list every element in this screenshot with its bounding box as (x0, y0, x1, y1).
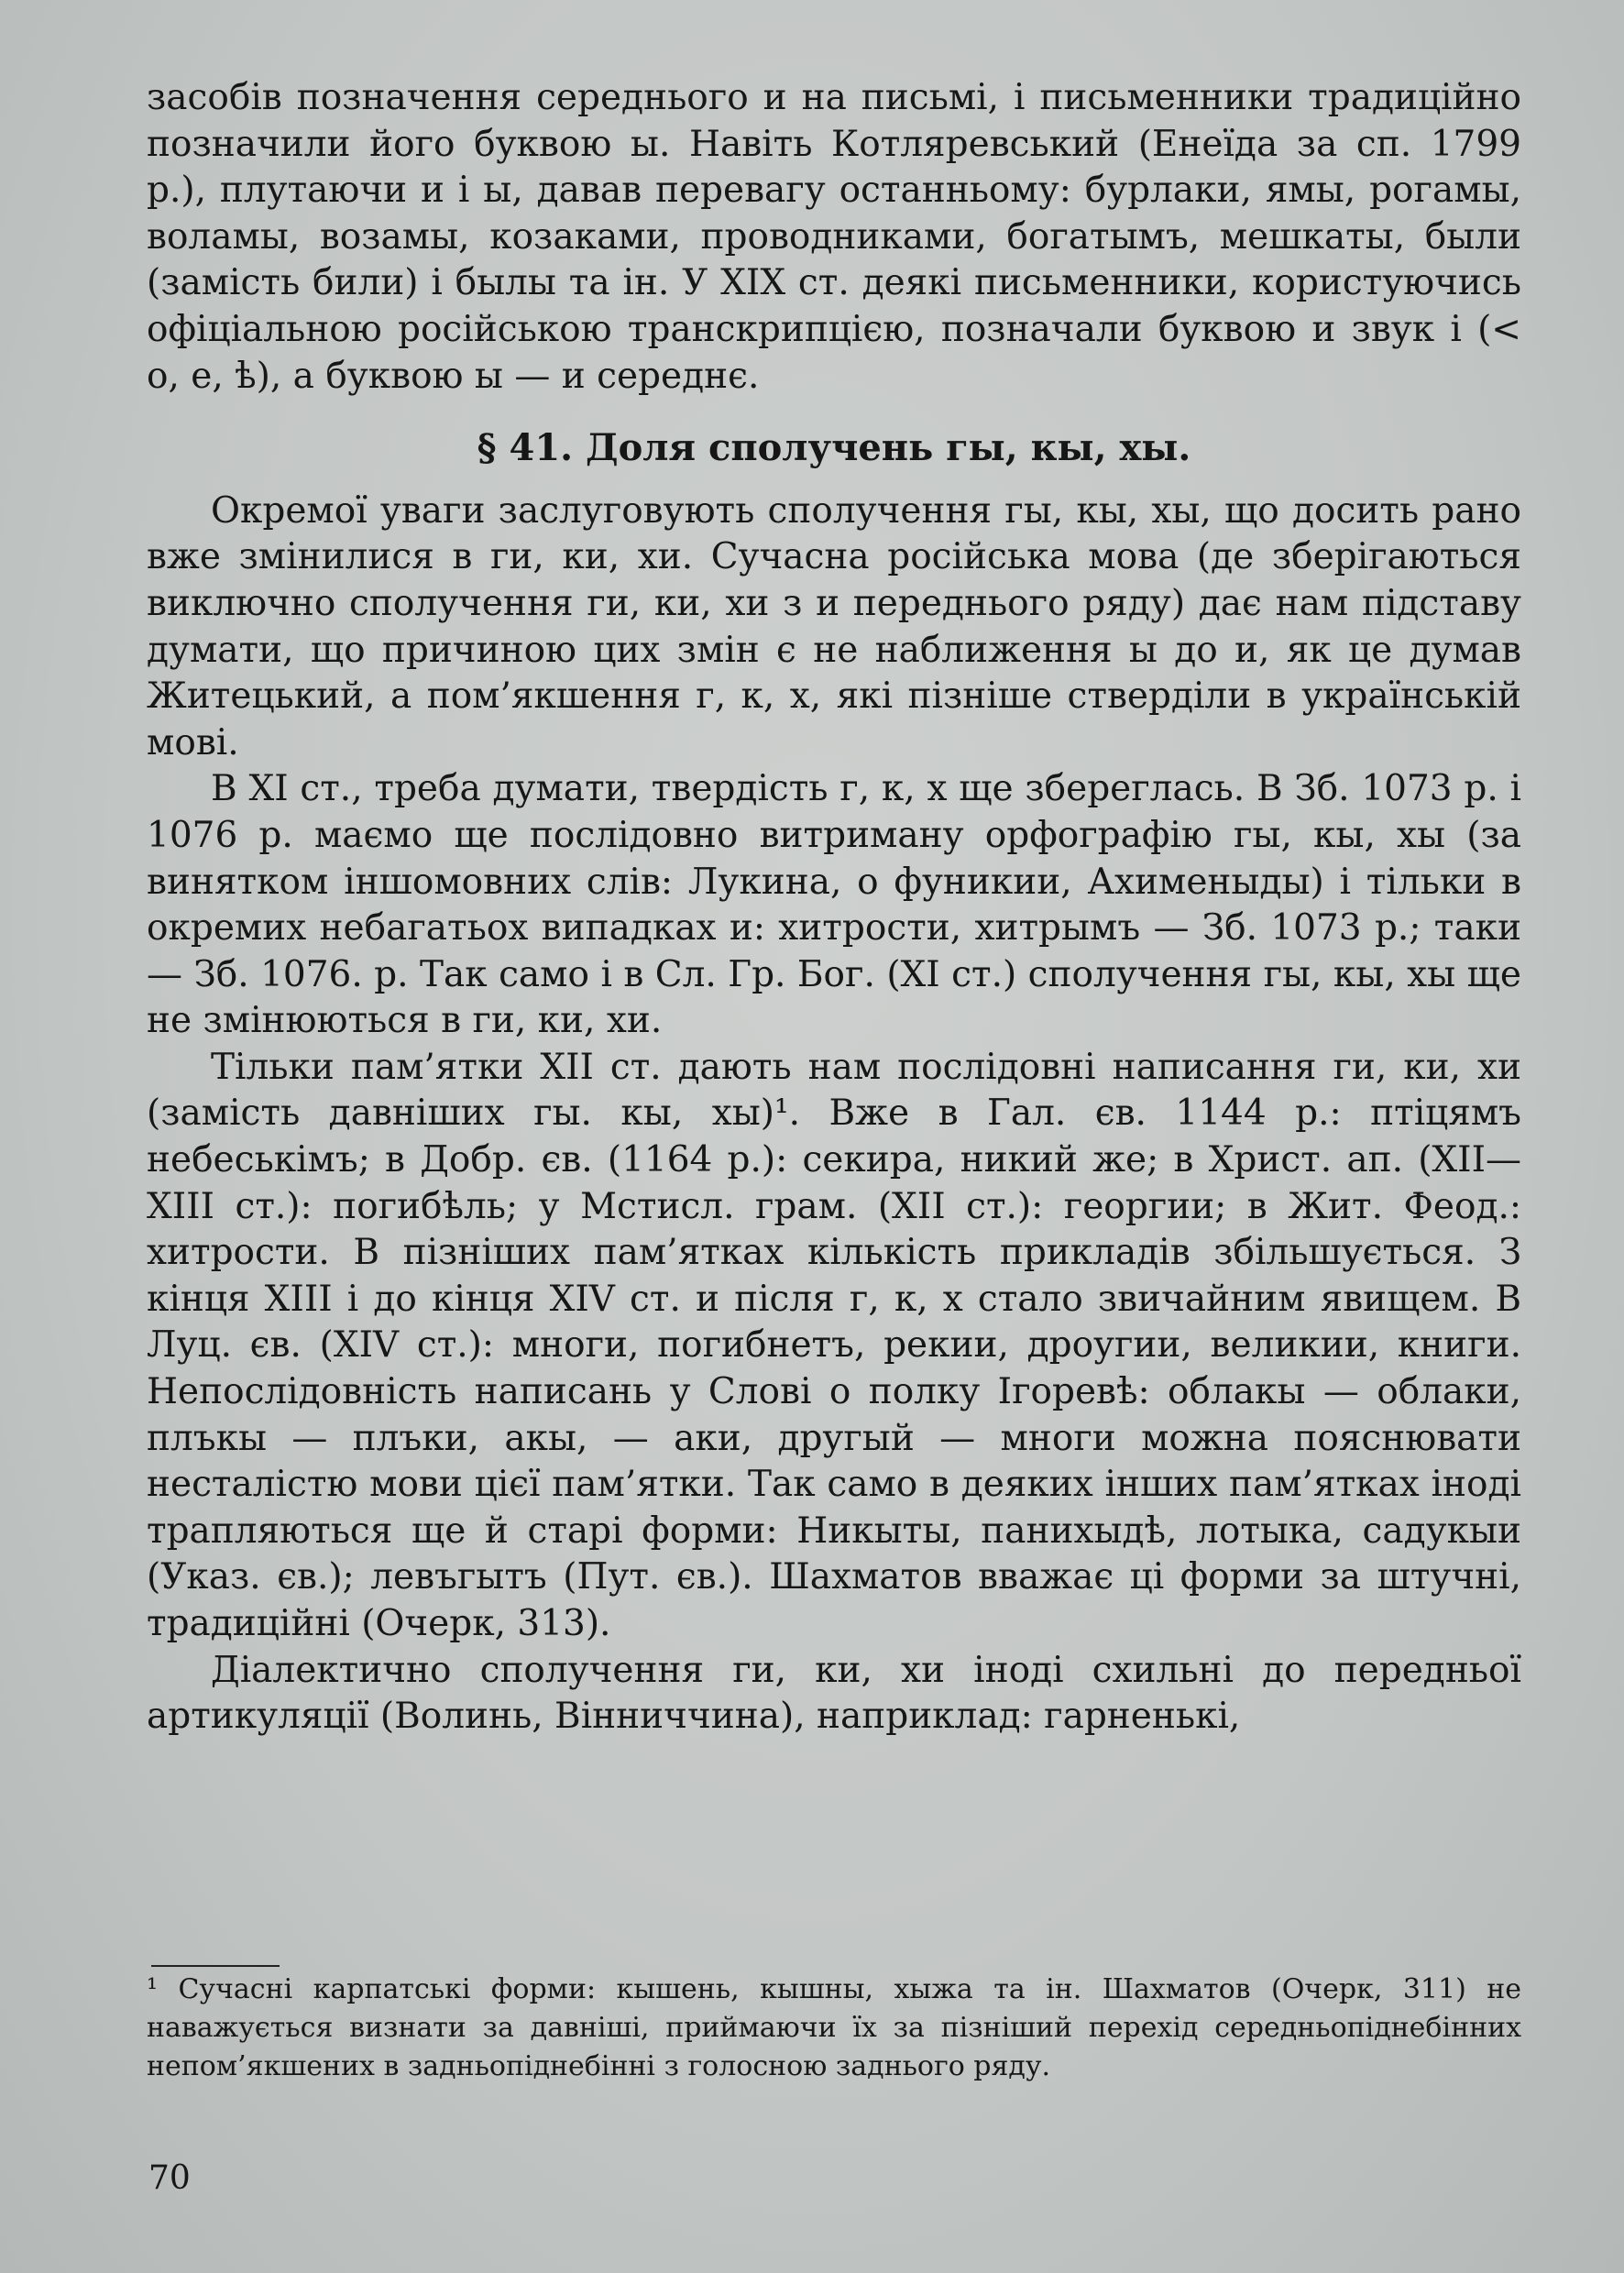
section-heading: § 41. Доля сполучень гы, кы, хы. (477, 426, 1191, 470)
footnote-text: ¹ Сучасні карпатські форми: кышень, кышны, хыжа та ін. Шахматов (Очерк, 311) не наважується визнати за давніші, приймаючи їх за пізніший перехід середньопіднебінних непом’якшених в задньопіднебінні з голосною заднього ряду. (147, 1973, 1521, 2082)
paragraph-4: Тільки пам’ятки XII ст. дають нам послідовні написання ги, ки, хи (замість давніших гы. кы, хы)¹. Вже в Гал. єв. 1144 р.: птіцямъ небеськімъ; в Добр. єв. (1164 р.): секира, никий же; в Христ. ап. (XII—XIII ст.): погибѣль; у Мстисл. грам. (XII ст.): георгии; в Жит. Феод.: хитрости. В пізніших пам’ятках кількість прикладів збільшується. З кінця XIII і до кінця XIV ст. и після г, к, х стало звичайним явищем. В Луц. єв. (XIV ст.): многи, погибнетъ, рекии, дроугии, великии, книги. Непослідовність написань у Слові о полку Ігоревѣ: облакы — облаки, плъкы — плъки, акы, — аки, другый — многи можна пояснювати несталістю мови цієї пам’ятки. Так само в деяких інших пам’ятках іноді трапляються ще й старі форми: Никыты, панихыдѣ, лотыка, садукыи (Указ. єв.); левъгытъ (Пут. єв.). Шахматов вважає ці форми за штучні, традиційні (Очерк, 313). (147, 1046, 1521, 1644)
paragraph-3: В XI ст., треба думати, твердість г, к, х ще збереглась. В Зб. 1073 р. і 1076 р. маємо ще послідовно витриману орфографію гы, кы, хы (за винятком іншомовних слів: Лукина, о фуникии, Ахименыды) і тільки в окремих небагатьох випадках и: хитрости, хитрымъ — Зб. 1073 р.; таки — Зб. 1076. р. Так само і в Сл. Гр. Бог. (XI ст.) сполучення гы, кы, хы ще не змінюються в ги, ки, хи. (147, 768, 1521, 1042)
page-number: 70 (148, 2159, 191, 2197)
footnote-rule (151, 1965, 280, 1967)
paragraph-2: Окремої уваги заслуговують сполучення гы, кы, хы, що досить рано вже змінилися в ги, ки, хи. Сучасна російська мова (де зберігаються виключно сполучення ги, ки, хи з и переднього ряду) дає нам підставу думати, що причиною цих змін є не наближення ы до и, як це думав Житецький, а пом’якшення г, к, х, які пізніше стверділи в українській мові. (147, 489, 1521, 763)
main-text (147, 75, 1521, 1740)
paragraph-1: засобів позначення середнього и на письмі, і письменники традиційно позначили його буквою ы. Навіть Котляревський (Енеїда за сп. 1799 р.), плутаючи и і ы, давав перевагу останньому: бурлаки, ямы, рогамы, воламы, возамы, козаками, проводниками, богатымъ, мешкаты, были (замість били) і былы та ін. У XIX ст. деякі письменники, користуючись офіціальною російською транскрипцією, позначали буквою и звук і (< о, е, ѣ), а буквою ы — и середнє. (147, 77, 1521, 397)
footnote (147, 1971, 1521, 2086)
paragraph-5: Діалектично сполучення ги, ки, хи іноді схильні до передньої артикуляції (Волинь, Вінниччина), наприклад: гарненькі, (147, 1649, 1521, 1738)
